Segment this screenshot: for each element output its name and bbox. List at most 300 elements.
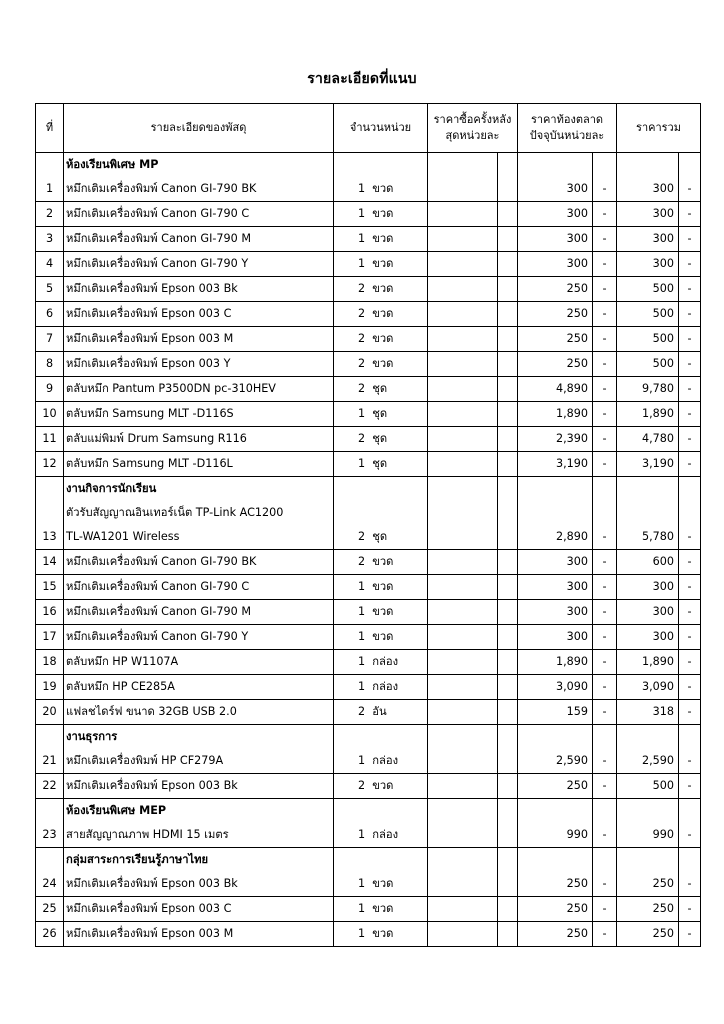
total-dash: - bbox=[679, 575, 701, 600]
item-number: 18 bbox=[36, 650, 64, 675]
last-price-cell bbox=[428, 799, 498, 848]
item-number: 21 bbox=[36, 725, 64, 774]
total-cell: 318 bbox=[617, 700, 679, 725]
quantity-value: 1 bbox=[358, 232, 366, 245]
market-price-cell: 300 bbox=[518, 575, 593, 600]
total-cell: 500 bbox=[617, 352, 679, 377]
market-price-dash: - bbox=[593, 650, 617, 675]
market-price-cell: 300 bbox=[518, 227, 593, 252]
quantity-value: 1 bbox=[358, 655, 366, 668]
unit-value: กล่อง bbox=[372, 680, 399, 693]
item-number: 11 bbox=[36, 427, 64, 452]
market-price-cell: 300 bbox=[518, 625, 593, 650]
page-title: รายละเอียดที่แนบ bbox=[307, 71, 417, 87]
total-cell: 250 bbox=[617, 922, 679, 947]
quantity-cell bbox=[334, 897, 428, 922]
table-row bbox=[36, 452, 701, 477]
description-cell bbox=[64, 377, 334, 402]
section-heading: งานกิจการนักเรียน bbox=[66, 482, 157, 495]
description-cell bbox=[64, 427, 334, 452]
table-row bbox=[36, 427, 701, 452]
total-dash: - bbox=[679, 550, 701, 575]
quantity-value: 2 bbox=[358, 705, 366, 718]
total-dash: - bbox=[679, 377, 701, 402]
market-price-cell: 1,890 bbox=[518, 402, 593, 427]
total-cell: 4,780 bbox=[617, 427, 679, 452]
last-price-dash-cell bbox=[498, 277, 518, 302]
item-number: 9 bbox=[36, 377, 64, 402]
total-dash: - bbox=[679, 427, 701, 452]
last-price-cell bbox=[428, 302, 498, 327]
quantity-value: 1 bbox=[358, 680, 366, 693]
item-description: หมึกเติมเครื่องพิมพ์ Canon GI-790 BK bbox=[66, 555, 257, 568]
description-cell bbox=[64, 352, 334, 377]
market-price-cell: 250 bbox=[518, 897, 593, 922]
table-row bbox=[36, 675, 701, 700]
market-price-dash: - bbox=[593, 799, 617, 848]
section-heading: ห้องเรียนพิเศษ MEP bbox=[66, 804, 167, 817]
last-price-cell bbox=[428, 550, 498, 575]
quantity-cell bbox=[334, 153, 428, 202]
table-row bbox=[36, 327, 701, 352]
last-price-cell bbox=[428, 277, 498, 302]
item-number: 1 bbox=[36, 153, 64, 202]
last-price-dash-cell bbox=[498, 774, 518, 799]
table-row bbox=[36, 402, 701, 427]
description-cell bbox=[64, 477, 334, 550]
market-price-dash: - bbox=[593, 153, 617, 202]
item-number: 10 bbox=[36, 402, 64, 427]
item-description: หมึกเติมเครื่องพิมพ์ Epson 003 M bbox=[66, 927, 234, 940]
quantity-cell bbox=[334, 550, 428, 575]
table-row bbox=[36, 277, 701, 302]
total-dash: - bbox=[679, 477, 701, 550]
description-cell bbox=[64, 675, 334, 700]
table-row bbox=[36, 774, 701, 799]
table-row bbox=[36, 897, 701, 922]
market-price-dash: - bbox=[593, 897, 617, 922]
unit-value: กล่อง bbox=[372, 754, 399, 767]
last-price-dash-cell bbox=[498, 700, 518, 725]
total-dash: - bbox=[679, 227, 701, 252]
last-price-cell bbox=[428, 227, 498, 252]
total-dash: - bbox=[679, 922, 701, 947]
item-number: 14 bbox=[36, 550, 64, 575]
item-description: หมึกเติมเครื่องพิมพ์ Canon GI-790 Y bbox=[66, 257, 249, 270]
total-dash: - bbox=[679, 725, 701, 774]
header-quantity: จำนวนหน่วย bbox=[334, 104, 428, 153]
total-dash: - bbox=[679, 600, 701, 625]
description-cell bbox=[64, 922, 334, 947]
last-price-cell bbox=[428, 452, 498, 477]
market-price-cell: 300 bbox=[518, 202, 593, 227]
description-cell bbox=[64, 799, 334, 848]
description-cell bbox=[64, 153, 334, 202]
total-cell: 990 bbox=[617, 799, 679, 848]
item-number: 4 bbox=[36, 252, 64, 277]
last-price-dash-cell bbox=[498, 153, 518, 202]
unit-value: กล่อง bbox=[372, 828, 399, 841]
quantity-value: 1 bbox=[358, 207, 366, 220]
table-row bbox=[36, 650, 701, 675]
quantity-value: 1 bbox=[358, 257, 366, 270]
total-dash: - bbox=[679, 650, 701, 675]
total-dash: - bbox=[679, 848, 701, 897]
description-cell bbox=[64, 774, 334, 799]
last-price-dash-cell bbox=[498, 550, 518, 575]
market-price-dash: - bbox=[593, 774, 617, 799]
market-price-dash: - bbox=[593, 848, 617, 897]
last-price-cell bbox=[428, 650, 498, 675]
unit-value: ชุด bbox=[372, 407, 388, 420]
header-total: ราคารวม bbox=[617, 104, 701, 153]
market-price-cell: 300 bbox=[518, 153, 593, 202]
total-cell: 2,590 bbox=[617, 725, 679, 774]
table-row bbox=[36, 922, 701, 947]
description-cell bbox=[64, 725, 334, 774]
section-heading: กลุ่มสาระการเรียนรู้ภาษาไทย bbox=[66, 853, 209, 866]
unit-value: ชุด bbox=[372, 432, 388, 445]
total-dash: - bbox=[679, 700, 701, 725]
total-cell: 500 bbox=[617, 302, 679, 327]
table-row bbox=[36, 799, 701, 848]
header-no: ที่ bbox=[36, 104, 64, 153]
table-row bbox=[36, 227, 701, 252]
unit-value: ขวด bbox=[372, 630, 394, 643]
quantity-cell bbox=[334, 202, 428, 227]
quantity-cell bbox=[334, 600, 428, 625]
total-dash: - bbox=[679, 302, 701, 327]
last-price-dash-cell bbox=[498, 725, 518, 774]
item-description: ตลับหมึก Samsung MLT -D116L bbox=[66, 457, 233, 470]
unit-value: ขวด bbox=[372, 182, 394, 195]
item-description: หมึกเติมเครื่องพิมพ์ Epson 003 Bk bbox=[66, 877, 238, 890]
quantity-cell bbox=[334, 252, 428, 277]
table-row bbox=[36, 600, 701, 625]
total-dash: - bbox=[679, 277, 701, 302]
header-description: รายละเอียดของพัสดุ bbox=[64, 104, 334, 153]
unit-value: ขวด bbox=[372, 555, 394, 568]
item-number: 13 bbox=[36, 477, 64, 550]
market-price-cell: 4,890 bbox=[518, 377, 593, 402]
description-cell bbox=[64, 402, 334, 427]
total-cell: 300 bbox=[617, 202, 679, 227]
table-row bbox=[36, 252, 701, 277]
last-price-cell bbox=[428, 377, 498, 402]
table-row bbox=[36, 153, 701, 202]
item-description: หมึกเติมเครื่องพิมพ์ Epson 003 C bbox=[66, 307, 232, 320]
quantity-value: 2 bbox=[358, 432, 366, 445]
market-price-dash: - bbox=[593, 725, 617, 774]
item-number: 19 bbox=[36, 675, 64, 700]
last-price-dash-cell bbox=[498, 922, 518, 947]
table-row bbox=[36, 575, 701, 600]
quantity-cell bbox=[334, 575, 428, 600]
description-cell bbox=[64, 277, 334, 302]
total-dash: - bbox=[679, 327, 701, 352]
item-number: 22 bbox=[36, 774, 64, 799]
item-number: 7 bbox=[36, 327, 64, 352]
market-price-cell: 250 bbox=[518, 922, 593, 947]
item-description: แฟลชไดร์ฟ ขนาด 32GB USB 2.0 bbox=[66, 705, 237, 718]
table-row bbox=[36, 848, 701, 897]
item-number: 20 bbox=[36, 700, 64, 725]
total-cell: 1,890 bbox=[617, 402, 679, 427]
unit-value: ขวด bbox=[372, 282, 394, 295]
unit-value: ชุด bbox=[372, 530, 388, 543]
last-price-dash-cell bbox=[498, 402, 518, 427]
last-price-cell bbox=[428, 153, 498, 202]
unit-value: ขวด bbox=[372, 332, 394, 345]
last-price-dash-cell bbox=[498, 848, 518, 897]
market-price-cell: 250 bbox=[518, 302, 593, 327]
unit-value: ชุด bbox=[372, 382, 388, 395]
last-price-dash-cell bbox=[498, 252, 518, 277]
total-cell: 500 bbox=[617, 327, 679, 352]
section-heading: งานธุรการ bbox=[66, 730, 118, 743]
quantity-cell bbox=[334, 774, 428, 799]
last-price-cell bbox=[428, 897, 498, 922]
total-cell: 300 bbox=[617, 227, 679, 252]
last-price-dash-cell bbox=[498, 650, 518, 675]
last-price-cell bbox=[428, 427, 498, 452]
item-description: หมึกเติมเครื่องพิมพ์ Canon GI-790 Y bbox=[66, 630, 249, 643]
description-cell bbox=[64, 302, 334, 327]
quantity-value: 1 bbox=[358, 877, 366, 890]
quantity-cell bbox=[334, 302, 428, 327]
market-price-dash: - bbox=[593, 675, 617, 700]
market-price-cell: 250 bbox=[518, 774, 593, 799]
quantity-cell bbox=[334, 700, 428, 725]
unit-value: ขวด bbox=[372, 605, 394, 618]
unit-value: ขวด bbox=[372, 207, 394, 220]
total-dash: - bbox=[679, 625, 701, 650]
total-cell: 1,890 bbox=[617, 650, 679, 675]
market-price-dash: - bbox=[593, 700, 617, 725]
quantity-value: 2 bbox=[358, 382, 366, 395]
market-price-cell: 1,890 bbox=[518, 650, 593, 675]
market-price-dash: - bbox=[593, 327, 617, 352]
item-description: หมึกเติมเครื่องพิมพ์ Canon GI-790 M bbox=[66, 605, 251, 618]
item-description: ตัวรับสัญญาณอินเทอร์เน็ต TP-Link AC1200 bbox=[66, 506, 284, 519]
total-dash: - bbox=[679, 352, 701, 377]
market-price-cell: 300 bbox=[518, 550, 593, 575]
last-price-dash-cell bbox=[498, 377, 518, 402]
description-cell bbox=[64, 625, 334, 650]
last-price-cell bbox=[428, 625, 498, 650]
quantity-cell bbox=[334, 799, 428, 848]
total-cell: 250 bbox=[617, 848, 679, 897]
table-header-row bbox=[36, 104, 701, 153]
item-description: ตลับหมึก Pantum P3500DN pc-310HEV bbox=[66, 382, 276, 395]
market-price-cell: 3,090 bbox=[518, 675, 593, 700]
item-description: หมึกเติมเครื่องพิมพ์ Epson 003 C bbox=[66, 902, 232, 915]
quantity-value: 1 bbox=[358, 754, 366, 767]
quantity-cell bbox=[334, 625, 428, 650]
header-last-price: ราคาซื้อครั้งหลังสุดหน่วยละ bbox=[428, 104, 518, 153]
unit-value: ขวด bbox=[372, 902, 394, 915]
table-row bbox=[36, 550, 701, 575]
unit-value: ขวด bbox=[372, 580, 394, 593]
item-number: 26 bbox=[36, 922, 64, 947]
quantity-value: 2 bbox=[358, 307, 366, 320]
quantity-cell bbox=[334, 327, 428, 352]
market-price-cell: 159 bbox=[518, 700, 593, 725]
item-number: 15 bbox=[36, 575, 64, 600]
item-number: 12 bbox=[36, 452, 64, 477]
quantity-cell bbox=[334, 277, 428, 302]
last-price-cell bbox=[428, 922, 498, 947]
items-table bbox=[35, 103, 701, 947]
last-price-cell bbox=[428, 600, 498, 625]
unit-value: อัน bbox=[372, 705, 387, 718]
market-price-cell: 250 bbox=[518, 277, 593, 302]
quantity-cell bbox=[334, 675, 428, 700]
total-cell: 300 bbox=[617, 252, 679, 277]
market-price-cell: 990 bbox=[518, 799, 593, 848]
market-price-cell: 300 bbox=[518, 252, 593, 277]
unit-value: ขวด bbox=[372, 257, 394, 270]
last-price-cell bbox=[428, 477, 498, 550]
total-dash: - bbox=[679, 402, 701, 427]
market-price-dash: - bbox=[593, 377, 617, 402]
item-number: 8 bbox=[36, 352, 64, 377]
quantity-value: 2 bbox=[358, 779, 366, 792]
unit-value: ขวด bbox=[372, 779, 394, 792]
total-cell: 300 bbox=[617, 600, 679, 625]
market-price-dash: - bbox=[593, 625, 617, 650]
item-description: หมึกเติมเครื่องพิมพ์ Epson 003 Bk bbox=[66, 779, 238, 792]
market-price-cell: 250 bbox=[518, 352, 593, 377]
item-number: 24 bbox=[36, 848, 64, 897]
last-price-cell bbox=[428, 252, 498, 277]
last-price-dash-cell bbox=[498, 625, 518, 650]
unit-value: ขวด bbox=[372, 927, 394, 940]
last-price-cell bbox=[428, 725, 498, 774]
last-price-dash-cell bbox=[498, 452, 518, 477]
item-description: ตลับหมึก HP W1107A bbox=[66, 655, 179, 668]
item-number: 5 bbox=[36, 277, 64, 302]
table-row bbox=[36, 352, 701, 377]
description-cell bbox=[64, 550, 334, 575]
market-price-dash: - bbox=[593, 477, 617, 550]
unit-value: ขวด bbox=[372, 877, 394, 890]
description-cell bbox=[64, 252, 334, 277]
market-price-dash: - bbox=[593, 600, 617, 625]
item-description-cont: TL-WA1201 Wireless bbox=[66, 530, 180, 543]
item-description: หมึกเติมเครื่องพิมพ์ Epson 003 Bk bbox=[66, 282, 238, 295]
table-row bbox=[36, 477, 701, 550]
quantity-cell bbox=[334, 427, 428, 452]
quantity-value: 1 bbox=[358, 902, 366, 915]
quantity-cell bbox=[334, 848, 428, 897]
last-price-cell bbox=[428, 675, 498, 700]
quantity-value: 1 bbox=[358, 828, 366, 841]
last-price-dash-cell bbox=[498, 427, 518, 452]
description-cell bbox=[64, 848, 334, 897]
last-price-dash-cell bbox=[498, 327, 518, 352]
unit-value: ขวด bbox=[372, 232, 394, 245]
header-market-price: ราคาท้องตลาดปัจจุบันหน่วยละ bbox=[518, 104, 617, 153]
total-dash: - bbox=[679, 897, 701, 922]
total-dash: - bbox=[679, 799, 701, 848]
item-description: ตลับหมึก Samsung MLT -D116S bbox=[66, 407, 234, 420]
unit-value: ขวด bbox=[372, 307, 394, 320]
unit-value: กล่อง bbox=[372, 655, 399, 668]
last-price-dash-cell bbox=[498, 302, 518, 327]
last-price-cell bbox=[428, 327, 498, 352]
market-price-dash: - bbox=[593, 202, 617, 227]
item-number: 23 bbox=[36, 799, 64, 848]
last-price-cell bbox=[428, 575, 498, 600]
market-price-dash: - bbox=[593, 575, 617, 600]
item-number: 25 bbox=[36, 897, 64, 922]
last-price-dash-cell bbox=[498, 227, 518, 252]
unit-value: ขวด bbox=[372, 357, 394, 370]
quantity-value: 1 bbox=[358, 580, 366, 593]
total-cell: 500 bbox=[617, 774, 679, 799]
quantity-value: 1 bbox=[358, 927, 366, 940]
market-price-dash: - bbox=[593, 277, 617, 302]
total-cell: 300 bbox=[617, 153, 679, 202]
quantity-value: 1 bbox=[358, 457, 366, 470]
total-cell: 600 bbox=[617, 550, 679, 575]
market-price-dash: - bbox=[593, 550, 617, 575]
table-row bbox=[36, 725, 701, 774]
last-price-dash-cell bbox=[498, 352, 518, 377]
market-price-dash: - bbox=[593, 302, 617, 327]
item-description: หมึกเติมเครื่องพิมพ์ Canon GI-790 C bbox=[66, 207, 250, 220]
description-cell bbox=[64, 202, 334, 227]
market-price-dash: - bbox=[593, 922, 617, 947]
description-cell bbox=[64, 227, 334, 252]
quantity-cell bbox=[334, 377, 428, 402]
last-price-cell bbox=[428, 700, 498, 725]
market-price-cell: 250 bbox=[518, 848, 593, 897]
market-price-cell: 2,390 bbox=[518, 427, 593, 452]
market-price-dash: - bbox=[593, 427, 617, 452]
description-cell bbox=[64, 600, 334, 625]
total-cell: 250 bbox=[617, 897, 679, 922]
quantity-cell bbox=[334, 227, 428, 252]
item-number: 2 bbox=[36, 202, 64, 227]
item-description: ตลับแม่พิมพ์ Drum Samsung R116 bbox=[66, 432, 247, 445]
quantity-cell bbox=[334, 402, 428, 427]
quantity-value: 2 bbox=[358, 555, 366, 568]
table-body bbox=[36, 153, 701, 947]
market-price-cell: 3,190 bbox=[518, 452, 593, 477]
last-price-cell bbox=[428, 774, 498, 799]
last-price-dash-cell bbox=[498, 477, 518, 550]
last-price-cell bbox=[428, 848, 498, 897]
section-heading: ห้องเรียนพิเศษ MP bbox=[66, 158, 159, 171]
total-cell: 3,090 bbox=[617, 675, 679, 700]
item-number: 17 bbox=[36, 625, 64, 650]
quantity-value: 1 bbox=[358, 630, 366, 643]
quantity-cell bbox=[334, 922, 428, 947]
description-cell bbox=[64, 897, 334, 922]
total-cell: 500 bbox=[617, 277, 679, 302]
description-cell bbox=[64, 650, 334, 675]
item-description: หมึกเติมเครื่องพิมพ์ Epson 003 M bbox=[66, 332, 234, 345]
quantity-value: 2 bbox=[358, 357, 366, 370]
quantity-cell bbox=[334, 650, 428, 675]
description-cell bbox=[64, 327, 334, 352]
total-dash: - bbox=[679, 452, 701, 477]
item-number: 3 bbox=[36, 227, 64, 252]
last-price-dash-cell bbox=[498, 202, 518, 227]
total-dash: - bbox=[679, 675, 701, 700]
